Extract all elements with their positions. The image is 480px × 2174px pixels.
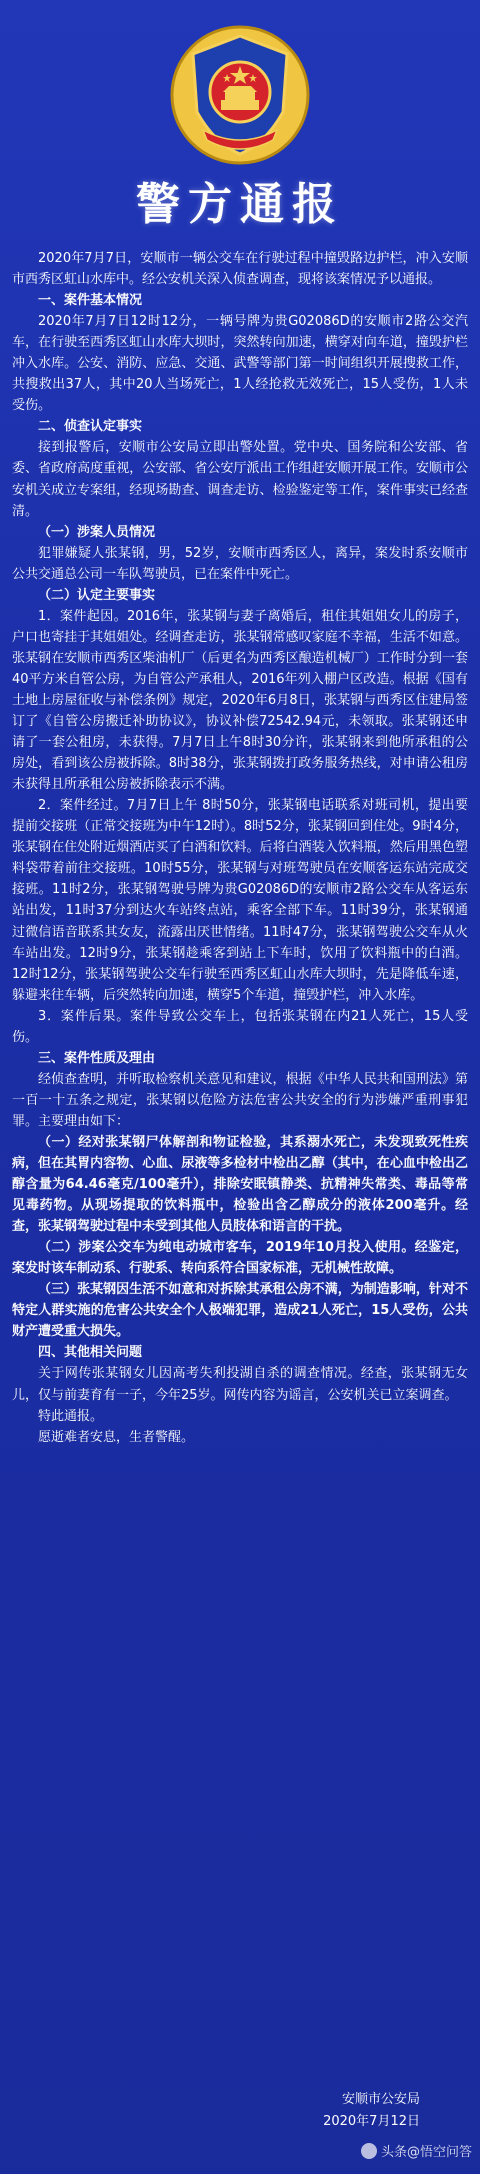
subsection-paragraph: （二）认定主要事实 <box>38 587 156 603</box>
signature-date: 2020年7月12日 <box>323 2114 420 2129</box>
body-paragraph: 接到报警后，安顺市公安局立即出警处置。党中央、国务院和公安部、省委、省政府高度重视，公安部、省公安厅派出工作组赶安顺开展工作。安顺市公安机关成立专案组，经现场勘查、调查走访、检验鉴定等工作，案件事实已经查清。 <box>12 440 468 519</box>
body-paragraph: 2020年7月7日，安顺市一辆公交车在行驶过程中撞毁路边护栏，冲入安顺市西秀区虹山水库中。经公安机关深入侦查调查，现将该案情况予以通报。 <box>12 251 468 288</box>
subsection-paragraph: （三）张某钢因生活不如意和对拆除其承租公房不满，为制造影响，针对不特定人群实施的危害公共安全个人极端犯罪，造成21人死亡，15人受伤，公共财产遭受重大损失。 <box>12 1282 468 1340</box>
signature-org: 安顺市公安局 <box>341 2092 420 2107</box>
body-paragraph: 经侦查查明，并听取检察机关意见和建议，根据《中华人民共和国刑法》第一百一十五条之规定，张某钢以危险方法危害公共安全的行为涉嫌严重刑事犯罪。主要理由如下： <box>12 1071 468 1129</box>
subsection-paragraph: （一）经对张某钢尸体解剖和物证检验，其系溺水死亡，未发现致死性疾病，但在其胃内容物、心血、尿液等多检材中检出乙醇（其中，在心血中检出乙醇含量为64.46毫克/100毫升），排除安眠镇静类、抗精神失常类、毒品等常见毒药物。从现场提取的饮料瓶中，检验出含乙醇成分的液体200毫升。经查，张某钢驾驶过程中未受到其他人员肢体和语言的干扰。 <box>12 1134 468 1235</box>
body-paragraph: 愿逝难者安息，生者警醒。 <box>38 1429 195 1445</box>
page-title: 警方通报 <box>136 179 344 230</box>
body-paragraph: 犯罪嫌疑人张某钢，男，52岁，安顺市西秀区人，离异，案发时系安顺市公共交通总公司一车队驾驶员，已在案件中死亡。 <box>12 545 468 582</box>
section-heading: 二、侦查认定事实 <box>38 419 143 435</box>
emblem-area <box>0 20 480 170</box>
watermark <box>361 2141 472 2160</box>
body-paragraph: 2．案件经过。7月7日上午 8时50分，张某钢电话联系对班司机，提出要提前交接班（正常交接班为中午12时）。8时52分，张某钢回到住处。9时4分，张某钢在住处附近烟酒店买了白酒和饮料。后将白酒装入饮料瓶，然后用黑色塑料袋带着前往交接班。10时55分，张某钢与对班驾驶员在安顺客运东站完成交接班。11时2分，张某钢驾驶号牌为贵G02086D的安顺市2路公交车从客运东站出发，11时37分到达火车站终点站，乘客全部下车。11时39分，张某钢通过微信语音联系其女友，流露出厌世情绪。11时47分，张某钢驾驶公交车从火车站出发。12时9分，张某钢趁乘客到站上下车时，饮用了饮料瓶中的白酒。12时12分，张某钢驾驶公交车行驶至西秀区虹山水库大坝时，先是降低车速，躲避来往车辆，后突然转向加速，横穿5个车道，撞毁护栏，冲入水库。 <box>12 798 468 1003</box>
section-heading: 四、其他相关问题 <box>38 1345 143 1361</box>
body-paragraph: 关于网传张某钢女儿因高考失利投湖自杀的调查情况。经查，张某钢无女儿，仅与前妻育有一子，今年25岁。网传内容为谣言，公安机关已立案调查。 <box>12 1366 468 1403</box>
notice-body <box>12 248 468 1448</box>
subsection-paragraph: （二）涉案公交车为纯电动城市客车，2019年10月投入使用。经鉴定，案发时该车制动系、行驶系、转向系符合国家标准，无机械性故障。 <box>12 1240 468 1277</box>
body-paragraph: 特此通报。 <box>38 1408 104 1424</box>
police-emblem-icon <box>165 20 315 170</box>
body-paragraph: 1．案件起因。2016年，张某钢与妻子离婚后，租住其姐姐女儿的房子，户口也寄挂于其姐姐处。经调查走访，张某钢常感叹家庭不幸福，生活不如意。张某钢在安顺市西秀区柴油机厂（后更名为西秀区酿造机械厂）工作时分到一套40平方米自管公房，为自管公产承租人，2016年列入棚户区改造。根据《国有土地上房屋征收与补偿条例》规定，2020年6月8日，张某钢与西秀区住建局签订了《自管公房搬迁补助协议》，协议补偿72542.94元，未领取。张某钢还申请了一套公租房，未获得。7月7日上午8时30分许，张某钢来到他所承租的公房处，看到该公房被拆除。8时38分，张某钢拨打政务服务热线，对申请公租房未获得且所承租公房被拆除表示不满。 <box>12 608 468 793</box>
body-paragraph: 3．案件后果。案件导致公交车上，包括张某钢在内21人死亡，15人受伤。 <box>12 1008 468 1045</box>
subsection-paragraph: （一）涉案人员情况 <box>38 524 156 540</box>
wukong-logo-icon <box>361 2143 377 2159</box>
watermark-text: 头条@悟空问答 <box>380 2145 472 2160</box>
section-heading: 三、案件性质及理由 <box>38 1050 156 1066</box>
section-heading: 一、案件基本情况 <box>38 293 143 309</box>
body-paragraph: 2020年7月7日12时12分，一辆号牌为贵G02086D的安顺市2路公交汽车，在行驶至西秀区虹山水库大坝时，突然转向加速，横穿对向车道，撞毁护栏冲入水库。公安、消防、应急、交通、武警等部门第一时间组织开展搜救工作，共搜救出37人，其中20人当场死亡，1人经抢救无效死亡，15人受伤，1人未受伤。 <box>12 314 468 414</box>
